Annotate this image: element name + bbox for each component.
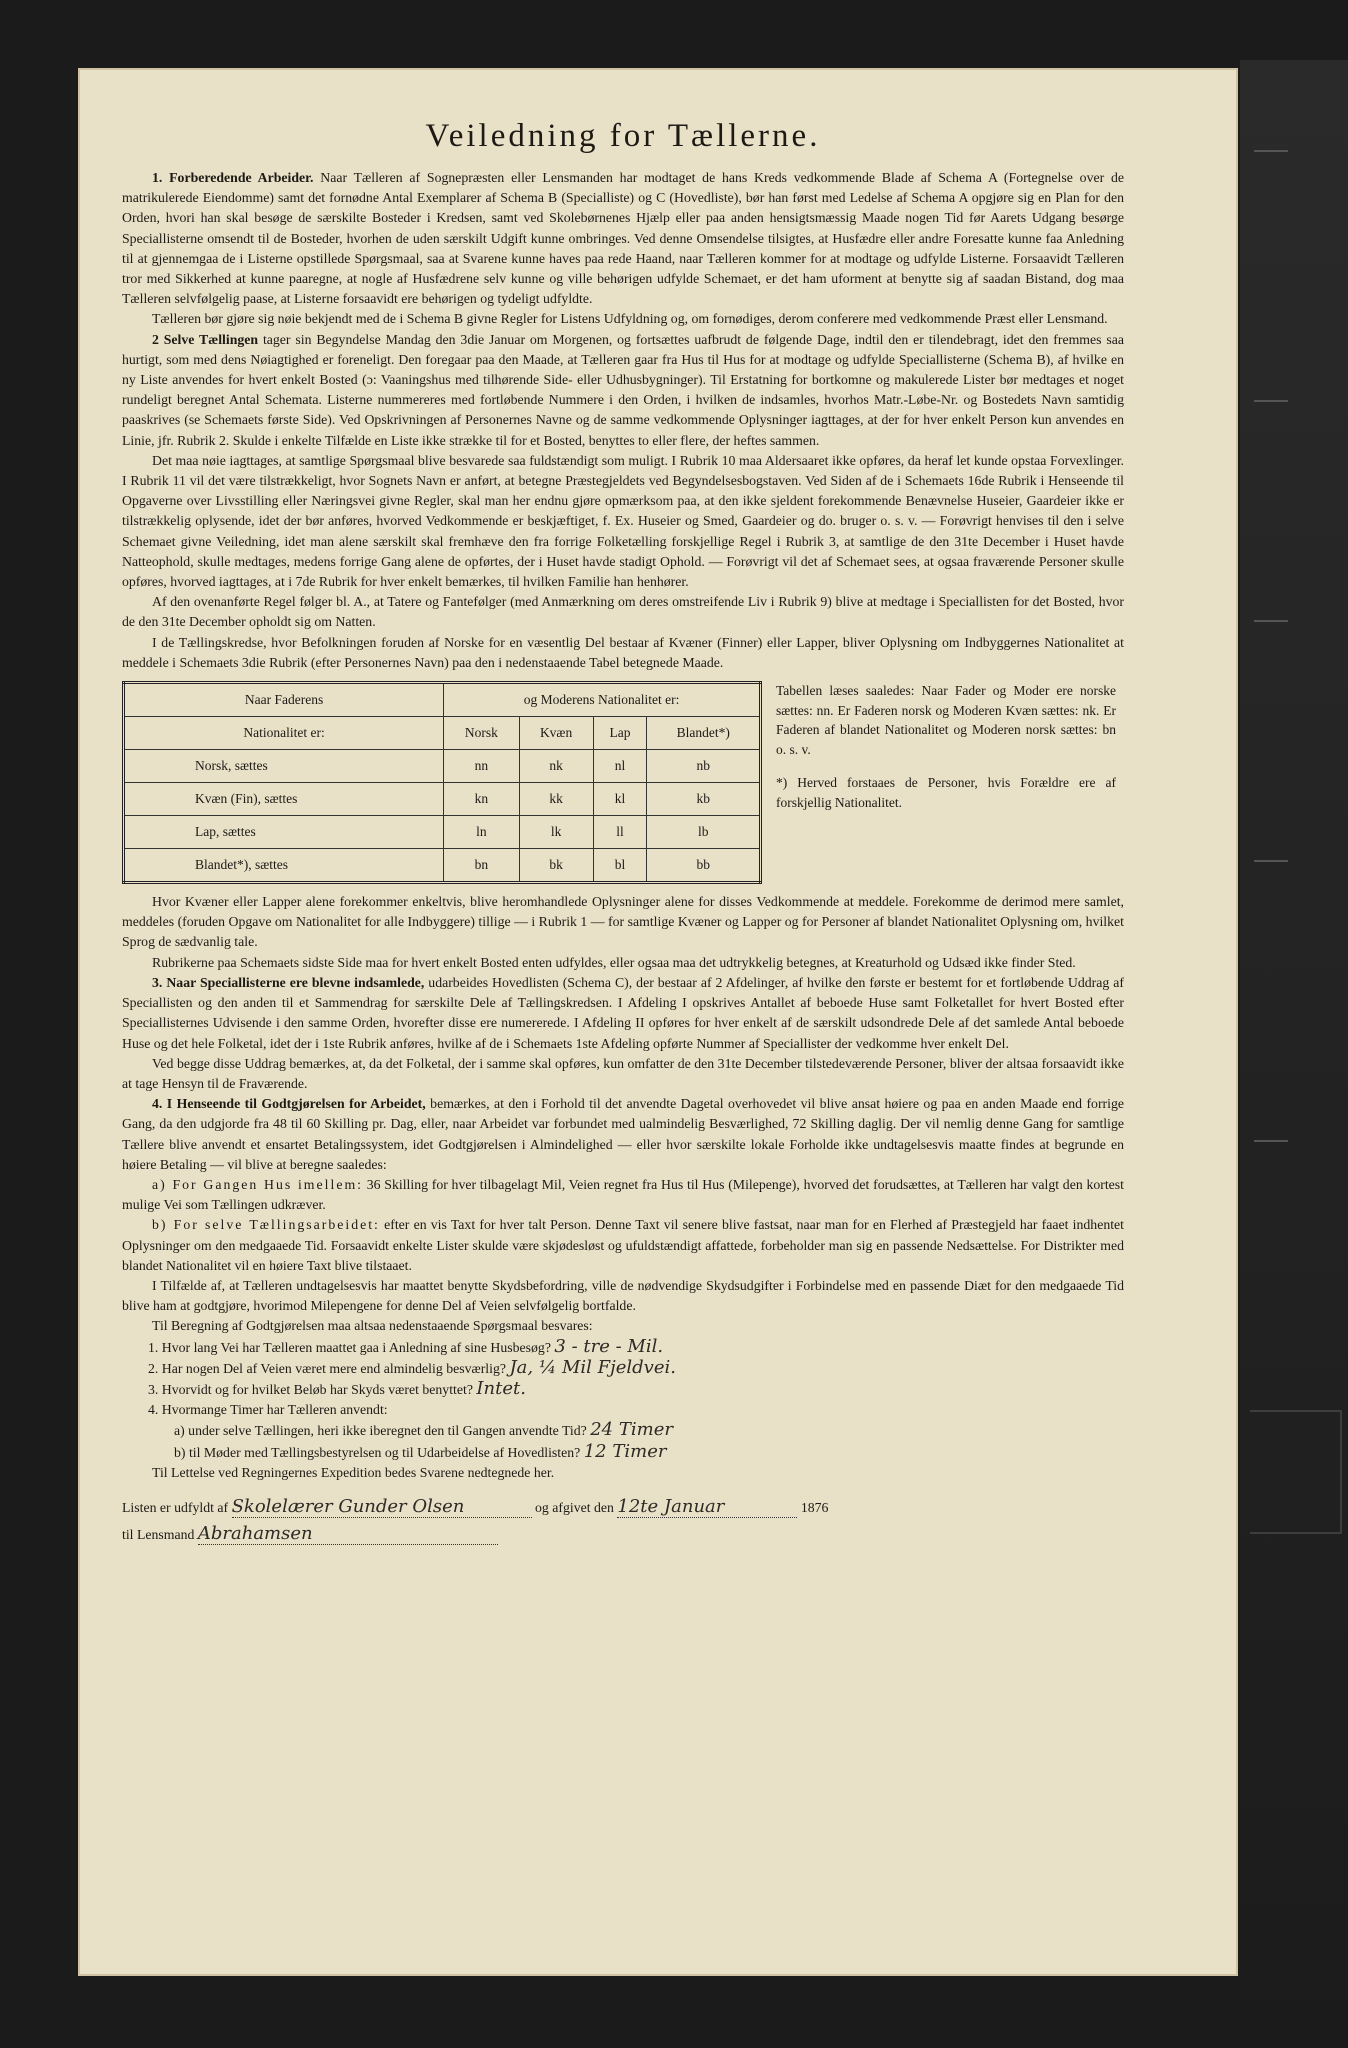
table-cell: nk — [519, 750, 593, 783]
handwritten-name: Skolelærer Gunder Olsen — [232, 1497, 532, 1518]
table-cell: kb — [647, 783, 761, 816]
question-row — [122, 1337, 1124, 1358]
question-row — [122, 1442, 1124, 1463]
section-heading: 2 Selve Tællingen — [152, 331, 259, 347]
paragraph — [122, 953, 1124, 973]
table-cell: lk — [519, 816, 593, 849]
table-cell: nl — [593, 750, 647, 783]
paragraph — [122, 1054, 1124, 1094]
question-row — [122, 1420, 1124, 1441]
paragraph — [122, 1215, 1124, 1276]
table-header: og Moderens Nationalitet er: — [444, 683, 761, 717]
lensmand-line — [122, 1524, 1124, 1545]
paragraph — [122, 1175, 1124, 1215]
section-heading: 4. I Henseende til Godtgjørelsen for Arbeidet, — [152, 1096, 426, 1112]
closing-line: Til Lettelse ved Regningernes Expedition bedes Svarene nedtegnede her. — [152, 1464, 555, 1480]
table-cell: bn — [444, 849, 519, 883]
column-header: Lap — [593, 717, 647, 750]
edge-mark — [1254, 400, 1288, 402]
handwritten-date: 12te Januar — [617, 1497, 797, 1518]
section-heading: 3. Naar Speciallisterne ere blevne indsamlede, — [152, 974, 425, 990]
table-cell: nb — [647, 750, 761, 783]
table-cell: bb — [647, 849, 761, 883]
edge-mark — [1254, 150, 1288, 152]
handwritten-answer: Intet. — [476, 1377, 526, 1399]
year-text: 1876 — [800, 1499, 829, 1515]
paragraph-text: I de Tællingskredse, hvor Befolkningen foruden af Norske for en væsentlig Del bestaar af Kvæner (Finner) eller Lapper, bliver Oplysning om Indbyggernes Nationalitet at meddele i Schemaets 3die Rubrik (efter Personernes Navn) paa den i nedenstaaende Tabel betegnede Maade. — [122, 634, 1124, 670]
paragraph-text: Tælleren bør gjøre sig nøie bekjendt med de i Schema B givne Regler for Listens Udfyldning og, om fornødiges, derom conferere med vedkommende Præst eller Lensmand. — [152, 311, 1108, 327]
paragraph — [122, 592, 1124, 632]
question-text: 4. Hvormange Timer har Tælleren anvendt: — [148, 1402, 388, 1418]
column-header: Kvæn — [519, 717, 593, 750]
row-header: Kvæn (Fin), sættes — [124, 783, 444, 816]
paragraph — [122, 330, 1124, 451]
paragraph-text: Hvor Kvæner eller Lapper alene forekommer enkeltvis, blive heromhandlede Oplysninger alene for disses Vedkommende at meddele. Forekomme de derimod mere samlet, meddeles (foruden Opgave om Nationalitet for alle Indbyggere) tillige — i Rubrik 1 — for samtlige Kvæner og Lapper og for Personer af blandet Nationalitet Oplysning om, hvilket Sprog de sædvanlig tale. — [122, 894, 1124, 950]
row-header: Blandet*), sættes — [124, 849, 444, 883]
page-title: Veiledning for Tællerne. — [425, 118, 821, 154]
paragraph-text: Ved begge disse Uddrag bemærkes, at, da det Folketal, der i samme skal opføres, kun omfatter de den 31te December tilstedeværende Personer, bliver der altsaa forsaavidt ikke at tage Hensyn til de Fraværende. — [122, 1055, 1124, 1091]
paragraph-text: tager sin Begyndelse Mandag den 3die Januar om Morgenen, og fortsættes uafbrudt de følgende Dage, indtil den er tilendebragt, idet den fremmes saa hurtigt, som med dens Nøiagtighed er foreneligt. Den foregaar paa den Maade, at Tælleren gaar fra Hus til Hus for at modtage og udfylde Speciallisterne (Schema B), af hvilke en ny Liste anvendes for hvert enkelt Bosted (ɔ: Vaaningshus med tilhørende Side- eller Udhusbygninger). Til Erstatning for bortkomne og makulerede Lister bør medtages et noget rundeligt beregnet Antal Schemata. Listerne nummereres med fortløbende Nummere i den Orden, i hvilken de indsamles, hvorhos Matr.-Løbe-Nr. og Bostedets Navn samtidig paaskrives (se Schemaets første Side). Ved Opskrivningen af Personernes Navne og de samme vedkommende Oplysninger iagttages, at der for hver enkelt Person kun anvendes en Linie, jfr. Rubrik 2. Skulde i enkelte Tilfælde en Liste ikke strække til for et Bosted, benyttes to eller flere, der heftes sammen. — [122, 331, 1125, 448]
paragraph — [122, 1094, 1124, 1175]
paragraph-text: Rubrikerne paa Schemaets sidste Side maa for hvert enkelt Bosted enten udfyldes, eller ogsaa maa det udtrykkelig betegnes, at Kreaturhold og Udsæd ikke finder Sted. — [152, 954, 1076, 970]
handwritten-answer: 3 - tre - Mil. — [554, 1335, 664, 1357]
paragraph — [122, 633, 1124, 673]
question-text: a) under selve Tællingen, heri ikke iberegnet den til Gangen anvendte Tid? — [174, 1423, 587, 1439]
table-cell: lb — [647, 816, 761, 849]
paragraph — [122, 1316, 1124, 1336]
signature-label: og afgivet den — [535, 1499, 614, 1515]
table-note — [776, 681, 1116, 812]
edge-mark — [1254, 620, 1288, 622]
handwritten-answer: Ja, ¼ Mil Fjeldvei. — [509, 1356, 676, 1378]
paragraph — [122, 973, 1124, 1054]
handwritten-lensmand: Abrahamsen — [198, 1524, 498, 1545]
row-header: Lap, sættes — [124, 816, 444, 849]
question-row — [122, 1379, 1124, 1400]
table-row — [124, 849, 761, 883]
column-header: Blandet*) — [647, 717, 761, 750]
paragraph — [122, 1276, 1124, 1316]
lensmand-label: til Lensmand — [122, 1527, 195, 1543]
table-cell: bk — [519, 849, 593, 883]
document-content — [122, 118, 1124, 1545]
table-header: Naar Faderens — [124, 683, 444, 717]
table-cell: kn — [444, 783, 519, 816]
paragraph-text: Til Beregning af Godtgjørelsen maa altsaa nedenstaaende Spørgsmaal besvares: — [152, 1318, 593, 1334]
signature-block — [122, 1497, 1124, 1545]
subsection-heading: a) For Gangen Hus imellem: — [152, 1176, 364, 1192]
question-text: 2. Har nogen Del af Veien været mere end almindelig besværlig? — [148, 1360, 506, 1376]
table-row — [124, 816, 761, 849]
handwritten-answer: 12 Timer — [583, 1440, 667, 1462]
edge-mark — [1254, 860, 1288, 862]
question-row — [122, 1358, 1124, 1379]
handwritten-answer: 24 Timer — [590, 1419, 673, 1441]
table-header: Nationalitet er: — [124, 717, 444, 750]
edge-mark — [1254, 1140, 1288, 1142]
table-row — [124, 750, 761, 783]
paragraph-text: Det maa nøie iagttages, at samtlige Spørgsmaal blive besvarede saa fuldstændigt som muligt. I Rubrik 10 maa Aldersaaret ikke opføres, da heraf let kunde opstaa Forvexlinger. I Rubrik 11 vil det være tilstrækkeligt, hvor Sognets Navn er anført, at betegne Præstegjeldets ved Begyndelsesbogstaven. Ved Siden af de i Schemaets 16de Rubrik i Henseende til Opgaverne over Livsstilling eller Næringsvei givne Regler, skal man her endnu gjøre opmærksom paa, at den ikke sjeldent forekommende Benævnelse Huseier, Gaardeier ikke er tilstrækkelig oplysende, idet der bør anføres, hvorved Vedkommende er beskjæftiget, f. Ex. Huseier og Smed, Gaardeier og do. bruger o. s. v. — Forøvrigt henvises til den i selve Schemaet givne Veiledning, idet man alene særskilt skal fremhæve den fra forrige Folketælling forskjellige Regel i Rubrik 3, at samtlige de den 31te December i Huset havde Natteophold, skulle medtages, medens forrige Gang alene de opførtes, der i Huset havde stadigt Ophold. — Forøvrigt vil det af Schemaet sees, at ogsaa fraværende Personer skulle opføres, hvorved iagttages, at i 7de Rubrik for hver enkelt bemærkes, til hvilken Familie han henhører. — [122, 452, 1124, 590]
paragraph-text: efter en vis Taxt for hver talt Person. Denne Taxt vil senere blive fastsat, naar man for en Flerhed af Præstegjeld har faaet indhentet Oplysninger om den medgaaede Tid. Forsaavidt enkelte Lister skulde være skjødesløst og ufuldstændigt affattede, forbeholder man sig en passende Nedsættelse. For Distrikter med blandet Nationalitet vil en høiere Taxt blive tilstaaet. — [122, 1217, 1125, 1273]
paragraph-text: Naar Tælleren af Sognepræsten eller Lensmanden har modtaget de hans Kreds vedkommende Blade af Schema A (Fortegnelse over de matrikulerede Eiendomme) samt det fornødne Antal Exemplarer af Schema B (Specialliste) og C (Hovedliste), bør han først med Ledelse af Schema A opgjøre sig en Plan for den Orden, hvori han skal besøge de særskilte Bosteder i Kredsen, samt ved Skolebørnenes Hjælp eller paa anden hensigtsmæssig Maade nogen Tid før Aarets Udgang besørge Speciallisterne omsendt til de Bosteder, hvorhen de uden særskilt Udgift kunne ombringes. Ved denne Omsendelse tilsigtes, at Husfædre eller andre Foresatte kunne faa Anledning til at gjennemgaa de i Listerne opstillede Spørgsmaal, saa at Svarene kunne haves paa rede Haand, naar Tælleren kommer for at modtage og udfylde Listerne. Forsaavidt Tælleren tror med Sikkerhed at kunne paaregne, at nogle af Husfædrene selv kunne og ville behørigen udfylde Schemaet, er det ham uforment at benytte sig af saadan Bistand, dog maa Tælleren selvfølgelig paase, at Listerne forsaavidt ere behørigen og tydeligt udfyldte. — [122, 170, 1124, 307]
signature-label: Listen er udfyldt af — [122, 1499, 229, 1515]
paragraph-text: bemærkes, at den i Forhold til det anvendte Dagetal overhovedet vil blive ansat høiere og paa en anden Maade end forrige Gang, da den udgjorde fra 48 til 60 Skilling pr. Dag, eller, naar Arbeidet var forbundet med ualmindelig Besværlighed, 72 Skilling daglig. Der vil nemlig denne Gang for samtlige Tællere blive anvendt et ensartet Betalingssystem, idet Godtgjørelsen i Almindelighed — eller hvor særskilte lokale Forholde ikke undtagelsesvis maatte findes at begrunde en høiere Betaling — vil blive at beregne saaledes: — [122, 1096, 1124, 1172]
table-cell: ln — [444, 816, 519, 849]
table-reading-note: Tabellen læses saaledes: Naar Fader og Moder ere norske sættes: nn. Er Faderen norsk og Moderen Kvæn sættes: nk. Er Faderen af blandet Nationalitet og Moderen norsk sættes: bn o. s. v. — [776, 683, 1116, 757]
paragraph — [122, 168, 1124, 309]
paragraph — [122, 451, 1124, 592]
nationality-table — [122, 681, 762, 884]
row-header: Norsk, sættes — [124, 750, 444, 783]
paragraph — [122, 309, 1124, 329]
question-row — [122, 1400, 1124, 1420]
subsection-heading: b) For selve Tællingsarbeidet: — [152, 1217, 380, 1233]
question-text: 3. Hvorvidt og for hvilket Beløb har Skyds været benyttet? — [148, 1381, 473, 1397]
question-text: b) til Møder med Tællingsbestyrelsen og til Udarbeidelse af Hovedlisten? — [174, 1444, 581, 1460]
table-cell: kl — [593, 783, 647, 816]
question-text: 1. Hvor lang Vei har Tælleren maattet gaa i Anledning af sine Husbesøg? — [148, 1339, 551, 1355]
signature-line — [122, 1497, 1124, 1518]
bleed-through-mark — [1250, 1410, 1342, 1534]
paragraph-text: 36 Skilling for hver tilbagelagt Mil, Veien regnet fra Hus til Hus (Milepenge), hvorved det forudsættes, at Tælleren har valgt den kortest mulige Vei som Tællingen udkræver. — [122, 1176, 1125, 1213]
dark-background-right — [1240, 60, 1348, 2000]
column-header: Norsk — [444, 717, 519, 750]
table-row — [124, 783, 761, 816]
table-footnote: *) Herved forstaaes de Personer, hvis Forældre ere af forskjellig Nationalitet. — [776, 775, 1116, 810]
paragraph-text: I Tilfælde af, at Tælleren undtagelsesvis har maattet benytte Skydsbefordring, ville de nødvendige Skydsudgifter i Forbindelse med en passende Diæt for den medgaaede Tid blive ham at godtgjøre, hvorimod Milepengene for denne Del af Veien selvfølgelig bortfalde. — [122, 1277, 1124, 1314]
paragraph — [122, 892, 1124, 953]
paragraph-text: udarbeides Hovedlisten (Schema C), der bestaar af 2 Afdelinger, af hvilke den første er bestemt for et fortløbende Uddrag af Speciallisten og den anden til et Sammendrag for særskilte Dele af Tællingskredsen. I Afdeling I opskrives Antallet af beboede Huse samt Folketallet for hvert Bosted efter Speciallisternes Udvisende i den samme Orden, hvorefter disse ere numererede. I Afdeling II opføres for hver enkelt af de særskilt udsondrede Dele af det samlede Antal beboede Huse og det hele Folketal, idet der i 1ste Rubrik anføres, hvilke af de i Schemaets 1ste Afdeling opførte Nummer af Speciallister der vedkomme hver enkelt Del. — [122, 974, 1124, 1051]
table-cell: ll — [593, 816, 647, 849]
section-heading: 1. Forberedende Arbeider. — [152, 170, 314, 185]
nationality-table-block — [122, 681, 1124, 884]
table-cell: bl — [593, 849, 647, 883]
paragraph-text: Af den ovenanførte Regel følger bl. A., at Tatere og Fantefølger (med Anmærkning om deres omstreifende Liv i Rubrik 9) blive at medtage i Speciallisten for det Bosted, hvor de den 31te December opholdt sig om Natten. — [122, 594, 1124, 630]
table-cell: kk — [519, 783, 593, 816]
questions-list — [122, 1337, 1124, 1463]
table-cell: nn — [444, 750, 519, 783]
